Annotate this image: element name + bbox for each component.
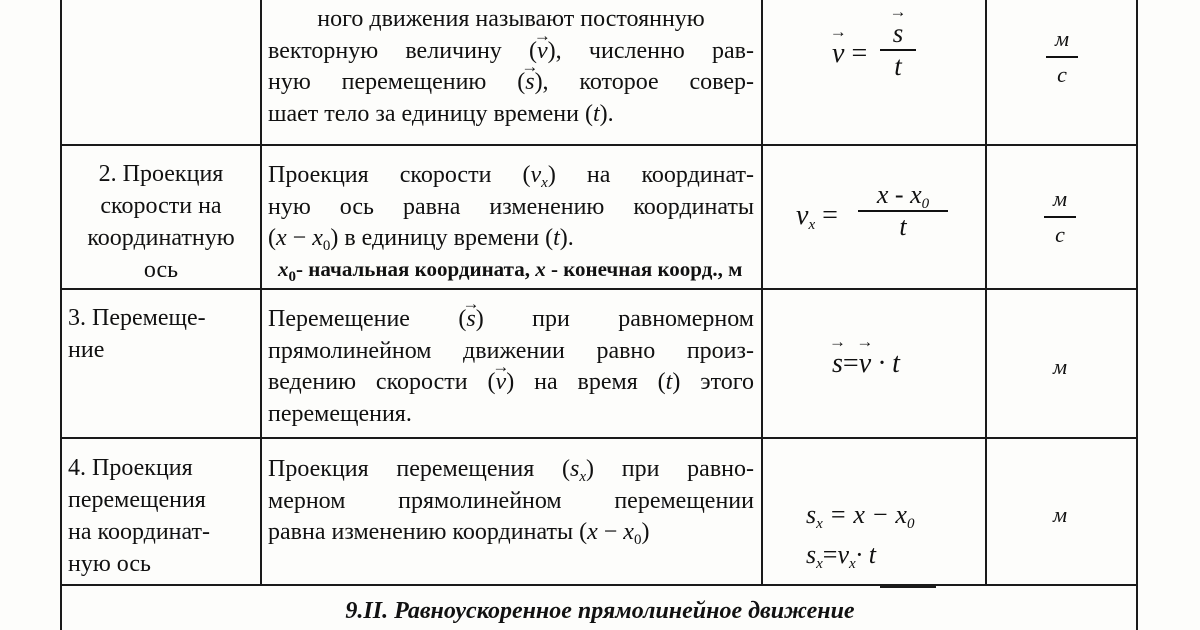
row2-line-2: ную ось равна изменению координаты — [268, 193, 754, 220]
row2-formula: $v_x$ = — [796, 200, 838, 233]
row4-unit: м — [1052, 502, 1068, 527]
row1-formula-fraction: → s t — [880, 18, 916, 82]
section-title: 9.II. Равноускоренное прямолинейное движение — [345, 598, 855, 624]
row1-line-3: ную перемещению (→ s), которое совер- — [268, 67, 754, 99]
row1-description — [268, 4, 754, 130]
row2-line-3: $(x - x_0)$ в единицу времени (t). — [268, 225, 574, 254]
row2-name: 2. Проекция скорости на координатную ось — [87, 161, 235, 283]
row2-description — [268, 160, 754, 255]
col-separator-2 — [761, 0, 763, 584]
row4-formula-1: $s_x = x - x_0$ — [806, 500, 915, 532]
row2-formula-fraction: x - $x_0$ t — [858, 180, 948, 242]
row3-line-2: прямолинейном движении равно произ- — [268, 337, 754, 364]
row4-line-1: Проекция перемещения $(s_x)$ при равно- — [268, 456, 754, 485]
row1-line-2: векторную величину (→ v), численно рав- — [268, 36, 754, 68]
scan-stub — [880, 586, 936, 588]
row2-line-1: Проекция скорости $(v_x)$ на координат- — [268, 162, 754, 191]
row2-note: $x_0-$ начальная координата, x - конечная коорд., м — [278, 257, 743, 285]
row1-formula: → v = — [832, 38, 867, 70]
row4-formula-2: $s_x=v_x\cdot t$ — [806, 540, 876, 572]
row4-name: 4. Проекция перемещения на координат- ную ось — [68, 455, 211, 577]
row-separator-2 — [60, 288, 1138, 290]
row-separator-1 — [60, 144, 1138, 146]
row3-name: 3. Перемеще- ние — [68, 305, 206, 363]
col-separator-1 — [260, 0, 262, 584]
row3-line-1: Перемещение (→ s) при равномерном — [268, 304, 754, 336]
row-separator-3 — [60, 437, 1138, 439]
row4-line-2: мерном прямолинейном перемещении — [268, 487, 754, 514]
table-border-left — [60, 0, 62, 630]
row3-description — [268, 304, 754, 430]
table-border-right — [1136, 0, 1138, 630]
row-separator-4 — [60, 584, 1138, 586]
row3-line-4: перемещения. — [268, 400, 412, 427]
row4-line-3: равна изменению координаты $(x - x_0)$ — [268, 519, 650, 548]
row4-description — [268, 454, 754, 549]
row1-line-1: ного движения называют постоянную — [317, 6, 705, 32]
row3-formula: → s=→ v · t — [832, 348, 900, 380]
row3-unit: м — [1052, 354, 1068, 379]
row1-unit: м с — [1032, 26, 1092, 88]
row2-unit: м с — [1030, 186, 1090, 248]
row1-line-4: шает тело за единицу времени (t). — [268, 100, 614, 127]
col-separator-3 — [985, 0, 987, 584]
row3-line-3: ведению скорости (→ v) на время (t) этого — [268, 367, 754, 399]
